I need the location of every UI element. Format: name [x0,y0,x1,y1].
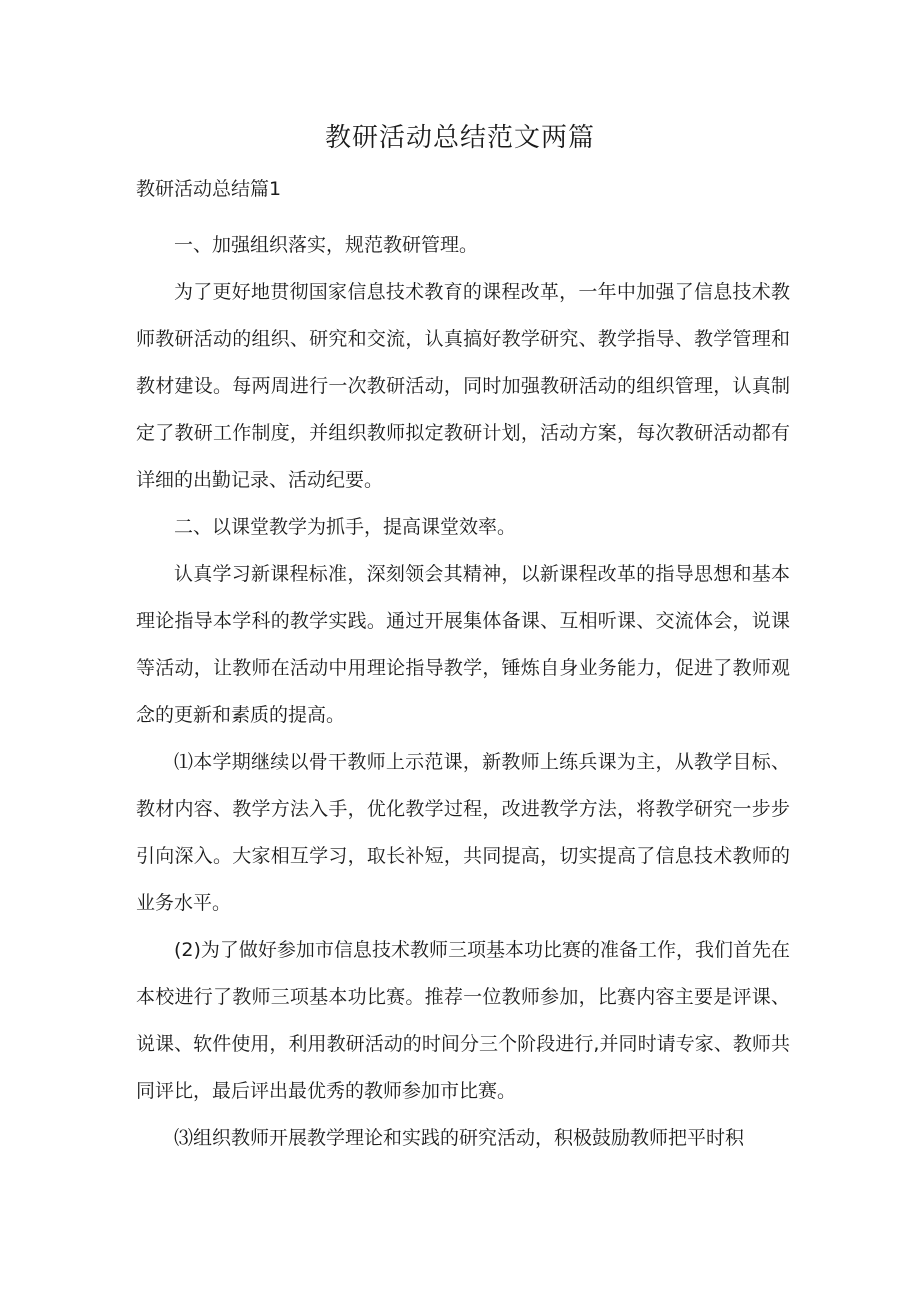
paragraph-item-1: ⑴本学期继续以骨干教师上示范课，新教师上练兵课为主，从教学目标、教材内容、教学方法入手，优化教学过程，改进教学方法，将教学研究一步步引向深入。大家相互学习，取长补短，共同提高，切实提高了信息技术教师的业务水平。 [136,751,790,914]
paragraph: 为了更好地贯彻国家信息技术教育的课程改革，一年中加强了信息技术教师教研活动的组织、研究和交流，认真搞好教学研究、教学指导、教学管理和教材建设。每两周进行一次教研活动，同时加强教研活动的组织管理，认真制定了教研工作制度，并组织教师拟定教研计划，活动方案，每次教研活动都有详细的出勤记录、活动纪要。 [136,281,790,491]
document-body [136,222,790,1162]
paragraph: 认真学习新课程标准，深刻领会其精神，以新课程改革的指导思想和基本理论指导本学科的教学实践。通过开展集体备课、互相听课、交流体会，说课等活动，让教师在活动中用理论指导教学，锤炼自身业务能力，促进了教师观念的更新和素质的提高。 [136,563,790,726]
document-title: 教研活动总结范文两篇 [324,123,595,153]
paragraph-item-2: (2)为了做好参加市信息技术教师三项基本功比赛的准备工作，我们首先在本校进行了教师三项基本功比赛。推荐一位教师参加，比赛内容主要是评课、说课、软件使用，利用教研活动的时间分三个阶段进行,并同时请专家、教师共同评比，最后评出最优秀的教师参加市比赛。 [136,939,790,1102]
section-heading: 教研活动总结篇1 [136,178,282,200]
paragraph-heading-2: 二、以课堂教学为抓手，提高课堂效率。 [174,516,517,538]
paragraph-heading-1: 一、加强组织落实，规范教研管理。 [174,234,479,256]
paragraph-item-3: ⑶组织教师开展教学理论和实践的研究活动，积极鼓励教师把平时积 [174,1127,745,1149]
